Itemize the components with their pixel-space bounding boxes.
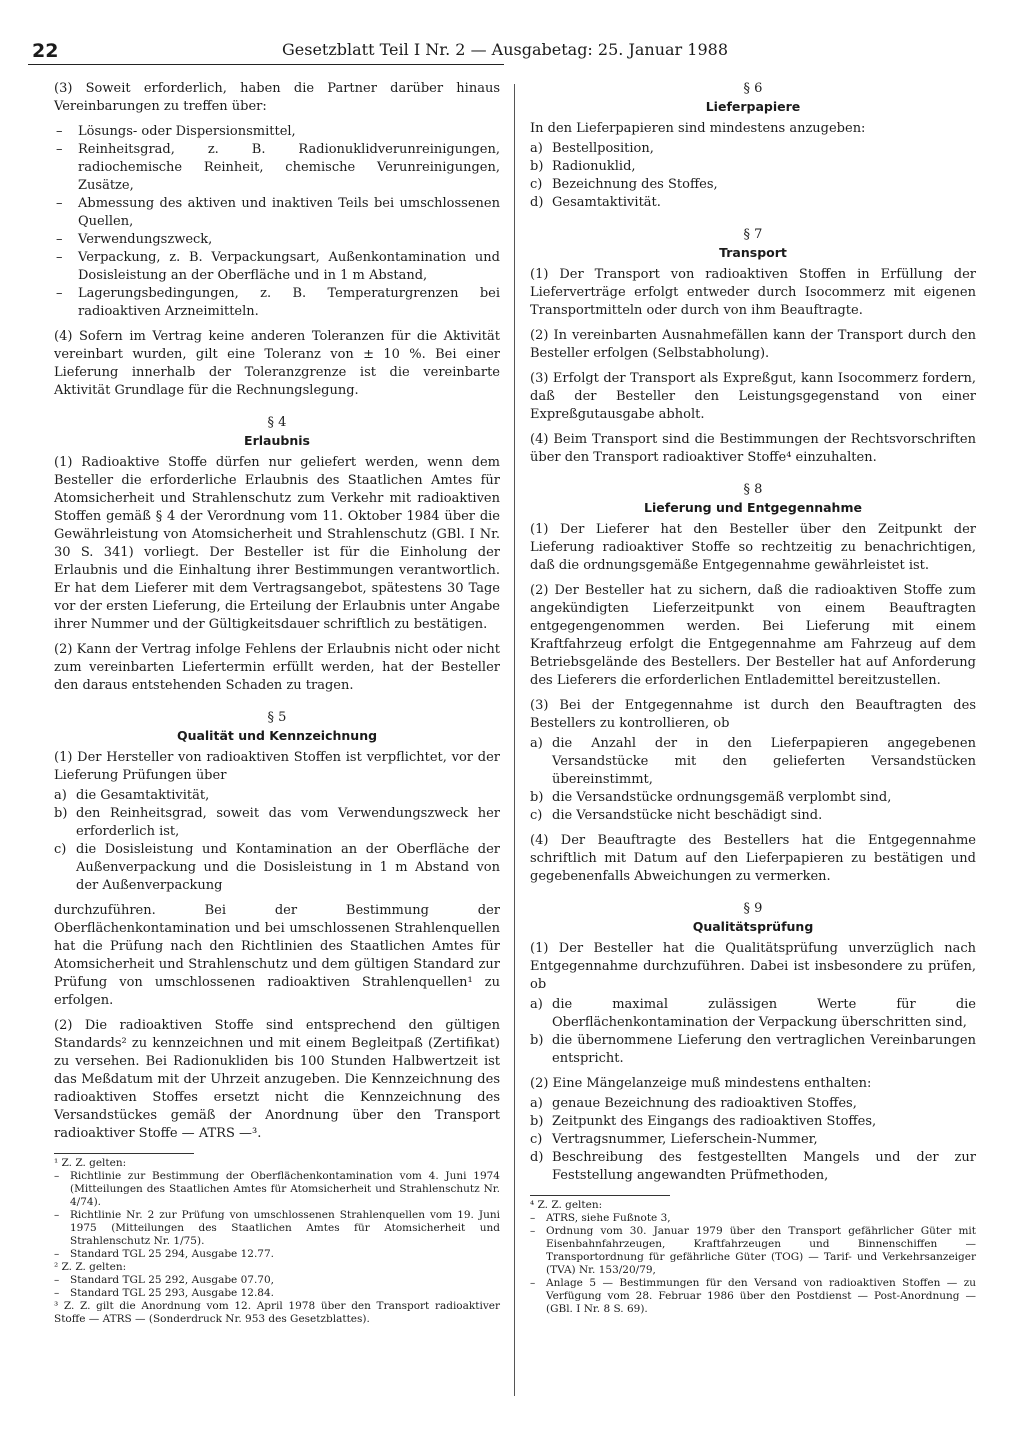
section-5-paragraph-2: (2) Die radioaktiven Stoffe sind entsprechend den gültigen Standards² zu kennzeichnen und mit einem Begleitpaß (Zertifikat) zu versehen. Bei Radionukliden bis 100 Stunden Halbwertzeit ist das Meßdatum mit der Uhrzeit anzugeben. Die Kennzeichnung des radioaktiven Stoffes ersetzt nicht die Kennzeichnung des Versandstückes gemäß der Anordnung über den Transport radioaktiver Stoffe — ATRS —³. [54, 1018, 500, 1141]
list-marker: b) [530, 790, 544, 805]
section-9-checks-list [530, 996, 976, 1068]
list-item: – Standard TGL 25 294, Ausgabe 12.77. [54, 1248, 500, 1261]
section-5-number: § 5 [267, 710, 287, 725]
right-footnotes [530, 1195, 976, 1316]
footnote-2-head: ² Z. Z. gelten: [54, 1261, 127, 1273]
list-item: – Standard TGL 25 292, Ausgabe 07.70, [54, 1274, 500, 1287]
list-text: Gesamtaktivität. [552, 195, 661, 210]
section-5-title: Qualität und Kennzeichnung [176, 728, 378, 743]
right-column [530, 80, 976, 1316]
list-marker: b) [54, 806, 68, 821]
list-marker: b) [530, 1114, 544, 1129]
section-9-paragraph-2-intro: (2) Eine Mängelanzeige muß mindestens enthalten: [530, 1076, 872, 1091]
list-item [54, 787, 500, 805]
list-item: – Anlage 5 — Bestimmungen für den Versand von radioaktiven Stoffen — zu Verfügung vom 28. Februar 1986 über den Postdienst — Post-Anordnung — (GBl. I Nr. 8 S. 69). [530, 1277, 976, 1316]
section-9-paragraph-1-intro: (1) Der Besteller hat die Qualitätsprüfung unverzüglich nach Entgegennahme durchzuführen. Dabei ist insbesondere zu prüfen, ob [530, 941, 976, 992]
footnote-4-head: ⁴ Z. Z. gelten: [530, 1199, 603, 1211]
list-marker: d) [530, 195, 544, 210]
section-4-number: § 4 [267, 415, 287, 430]
running-title: Gesetzblatt Teil I Nr. 2 — Ausgabetag: 25. Januar 1988 [281, 40, 728, 59]
section-7-paragraph-1: (1) Der Transport von radioaktiven Stoffen in Erfüllung der Lieferverträge erfolgt entweder durch Isocommerz mit eigenen Transportmitteln oder durch von ihm Beauftragte. [530, 267, 976, 318]
list-marker: c) [530, 177, 543, 192]
section-8-paragraph-1: (1) Der Lieferer hat den Besteller über den Zeitpunkt der Lieferung radioaktiver Stoffe so rechtzeitig zu benachrichtigen, daß die ordnungsgemäße Entgegennahme gewährleistet ist. [530, 522, 976, 573]
list-item: – Lösungs- oder Dispersionsmittel, [54, 123, 500, 141]
list-item: – Lagerungsbedingungen, z. B. Temperaturgrenzen bei radioaktiven Arzneimitteln. [54, 285, 500, 321]
section-7-paragraph-2: (2) In vereinbarten Ausnahmefällen kann der Transport durch den Besteller erfolgen (Selbstabholung). [530, 328, 976, 361]
section-7-number: § 7 [743, 227, 763, 242]
list-text: die Dosisleistung und Kontamination an der Oberfläche der Außenverpackung und die Dosisleistung in 1 m Abstand von der Außenverpackung [76, 842, 500, 893]
list-item [530, 1113, 976, 1131]
list-item: – Reinheitsgrad, z. B. Radionuklidverunreinigungen, radiochemische Reinheit, chemische Verunreinigungen, Zusätze, [54, 141, 500, 195]
list-text: die Versandstücke ordnungsgemäß verplombt sind, [552, 790, 892, 805]
section-8-checks-list [530, 735, 976, 825]
list-text: die Anzahl der in den Lieferpapieren angegebenen Versandstücke mit den gelieferten Versandstücken übereinstimmt, [552, 736, 976, 787]
section-8-paragraph-3-intro: (3) Bei der Entgegennahme ist durch den Beauftragten des Bestellers zu kontrollieren, ob [530, 698, 976, 731]
list-text: genaue Bezeichnung des radioaktiven Stoffes, [552, 1096, 857, 1111]
list-item [530, 1149, 976, 1185]
section-6-list [530, 140, 976, 212]
list-item [530, 158, 976, 176]
footnote-1-list [54, 1170, 500, 1261]
list-item: – Verwendungszweck, [54, 231, 500, 249]
footnote-3: ³ Z. Z. gilt die Anordnung vom 12. April 1978 über den Transport radioaktiver Stoffe — ATRS — (Sonderdruck Nr. 953 des Gesetzblattes). [54, 1300, 500, 1325]
footnote-1-head: ¹ Z. Z. gelten: [54, 1157, 127, 1169]
list-item [530, 735, 976, 789]
section-7-title: Transport [719, 245, 787, 260]
left-footnotes [54, 1153, 500, 1326]
footnote-2-list [54, 1274, 500, 1300]
list-item [530, 1095, 976, 1113]
section-9-title: Qualitätsprüfung [692, 919, 814, 934]
list-item: – ATRS, siehe Fußnote 3, [530, 1212, 976, 1225]
list-item [54, 805, 500, 841]
section-5-checks-list [54, 787, 500, 895]
left-column [54, 80, 500, 1326]
list-item [54, 841, 500, 895]
section-4-title: Erlaubnis [244, 433, 310, 448]
list-item [530, 996, 976, 1032]
paragraph-4: (4) Sofern im Vertrag keine anderen Toleranzen für die Aktivität vereinbart wurden, gilt eine Toleranz von ± 10 %. Bei einer Lieferung innerhalb der Toleranzgrenze ist die vereinbarte Aktivität Grundlage für die Rechnungslegung. [54, 329, 500, 398]
list-marker: c) [54, 842, 67, 857]
section-7-paragraph-3: (3) Erfolgt der Transport als Expreßgut, kann Isocommerz fordern, daß der Besteller den Leistungsgegenstand von einer Expreßgutausgabe abholt. [530, 371, 976, 422]
list-item: – Richtlinie Nr. 2 zur Prüfung von umschlossenen Strahlenquellen vom 19. Juni 1975 (Mitteilungen des Staatlichen Amtes für Atomsicherheit und Strahlenschutz Nr. 1/75). [54, 1209, 500, 1248]
agreement-items-list [54, 123, 500, 321]
list-text: Beschreibung des festgestellten Mangels und der zur Feststellung angewandten Prüfmethoden, [552, 1150, 976, 1183]
section-5-paragraph-1-end: durchzuführen. Bei der Bestimmung der Oberflächenkontamination und bei umschlossenen Strahlenquellen hat die Prüfung nach den Richtlinien des Staatlichen Amtes für Atomsicherheit und Strahlenschutz und dem gültigen Standard zur Prüfung von umschlossenen radioaktiven Strahlenquellen¹ zu erfolgen. [54, 903, 500, 1008]
list-item [530, 1131, 976, 1149]
section-9-number: § 9 [743, 901, 763, 916]
list-item [530, 194, 976, 212]
list-marker: a) [530, 997, 543, 1012]
list-item [530, 789, 976, 807]
section-6-intro: In den Lieferpapieren sind mindestens anzugeben: [530, 121, 866, 136]
list-text: Bestellposition, [552, 141, 654, 156]
list-item: – Richtlinie zur Bestimmung der Oberflächenkontamination vom 4. Juni 1974 (Mitteilungen des Staatlichen Amtes für Atomsicherheit und Strahlenschutz Nr. 4/74). [54, 1170, 500, 1209]
section-6-number: § 6 [743, 81, 763, 96]
list-item [530, 176, 976, 194]
footnote-rule [530, 1195, 670, 1196]
list-marker: a) [54, 788, 67, 803]
footnote-4-list [530, 1212, 976, 1316]
section-7-paragraph-4: (4) Beim Transport sind die Bestimmungen der Rechtsvorschriften über den Transport radioaktiver Stoffe⁴ einzuhalten. [530, 432, 976, 465]
section-5-paragraph-1-intro: (1) Der Hersteller von radioaktiven Stoffen ist verpflichtet, vor der Lieferung Prüfungen über [54, 750, 500, 783]
section-6-title: Lieferpapiere [705, 99, 801, 114]
section-8-paragraph-4: (4) Der Beauftragte des Bestellers hat die Entgegennahme schriftlich mit Datum auf den Lieferpapieren zu bestätigen und gegebenenfalls Abweichungen zu vermerken. [530, 833, 976, 884]
list-marker: b) [530, 159, 544, 174]
list-text: Bezeichnung des Stoffes, [552, 177, 718, 192]
section-9-defect-list [530, 1095, 976, 1185]
list-text: Radionuklid, [552, 159, 636, 174]
list-marker: a) [530, 736, 543, 751]
list-marker: a) [530, 141, 543, 156]
list-text: die maximal zulässigen Werte für die Oberflächenkontamination der Verpackung überschritten sind, [552, 997, 976, 1030]
list-text: die Gesamtaktivität, [76, 788, 210, 803]
list-item: – Verpackung, z. B. Verpackungsart, Außenkontamination und Dosisleistung an der Oberfläche und in 1 m Abstand, [54, 249, 500, 285]
list-item [530, 140, 976, 158]
footnote-rule [54, 1153, 194, 1154]
header-rule [28, 64, 504, 65]
section-8-paragraph-2: (2) Der Besteller hat zu sichern, daß die radioaktiven Stoffe zum angekündigten Lieferzeitpunkt von einem Beauftragten entgegengenommen werden. Bei Lieferung mit einem Kraftfahrzeug erfolgt die Entgegennahme am Fahrzeug auf dem Betriebsgelände des Bestellers. Der Besteller hat auf Anforderung des Lieferers die erforderlichen Entlademittel bereitzustellen. [530, 583, 976, 688]
list-item: – Standard TGL 25 293, Ausgabe 12.84. [54, 1287, 500, 1300]
list-marker: c) [530, 808, 543, 823]
section-8-title: Lieferung und Entgegennahme [644, 500, 862, 515]
list-item [530, 1032, 976, 1068]
paragraph-3-intro: (3) Soweit erforderlich, haben die Partner darüber hinaus Vereinbarungen zu treffen über: [54, 81, 500, 114]
page-number: 22 [32, 40, 59, 62]
list-marker: c) [530, 1132, 543, 1147]
list-text: die Versandstücke nicht beschädigt sind. [552, 808, 823, 823]
list-text: die übernommene Lieferung den vertraglichen Vereinbarungen entspricht. [552, 1033, 976, 1066]
list-text: Vertragsnummer, Lieferschein-Nummer, [552, 1132, 818, 1147]
list-marker: d) [530, 1150, 544, 1165]
list-item: – Abmessung des aktiven und inaktiven Teils bei umschlossenen Quellen, [54, 195, 500, 231]
list-text: Zeitpunkt des Eingangs des radioaktiven Stoffes, [552, 1114, 877, 1129]
list-marker: a) [530, 1096, 543, 1111]
section-4-paragraph-1: (1) Radioaktive Stoffe dürfen nur geliefert werden, wenn dem Besteller die erforderliche Erlaubnis des Staatlichen Amtes für Atomsicherheit und Strahlenschutz zum Verkehr mit radioaktiven Stoffen gemäß § 4 der Verordnung vom 11. Oktober 1984 über die Gewährleistung von Atomsicherheit und Strahlenschutz (GBl. I Nr. 30 S. 341) vorliegt. Der Besteller ist für die Einholung der Erlaubnis und die Einhaltung ihrer Bestimmungen verantwortlich. Er hat dem Lieferer mit dem Vertragsangebot, spätestens 30 Tage vor der ersten Lieferung, die Erteilung der Erlaubnis unter Angabe ihrer Nummer und der Gültigkeitsdauer schriftlich zu bestätigen. [54, 455, 500, 632]
list-text: den Reinheitsgrad, soweit das vom Verwendungszweck her erforderlich ist, [76, 806, 500, 839]
list-item [530, 807, 976, 825]
column-divider [514, 84, 515, 1396]
list-marker: b) [530, 1033, 544, 1048]
section-4-paragraph-2: (2) Kann der Vertrag infolge Fehlens der Erlaubnis nicht oder nicht zum vereinbarten Liefertermin erfüllt werden, hat der Besteller den daraus entstehenden Schaden zu tragen. [54, 642, 500, 693]
section-8-number: § 8 [743, 482, 763, 497]
list-item: – Ordnung vom 30. Januar 1979 über den Transport gefährlicher Güter mit Eisenbahnfahrzeugen, Kraftfahrzeugen und Binnenschiffen — Transportordnung für gefährliche Güter (TOG) — Tarif- und Verkehrsanzeiger (TVA) Nr. 153/20/79, [530, 1225, 976, 1277]
